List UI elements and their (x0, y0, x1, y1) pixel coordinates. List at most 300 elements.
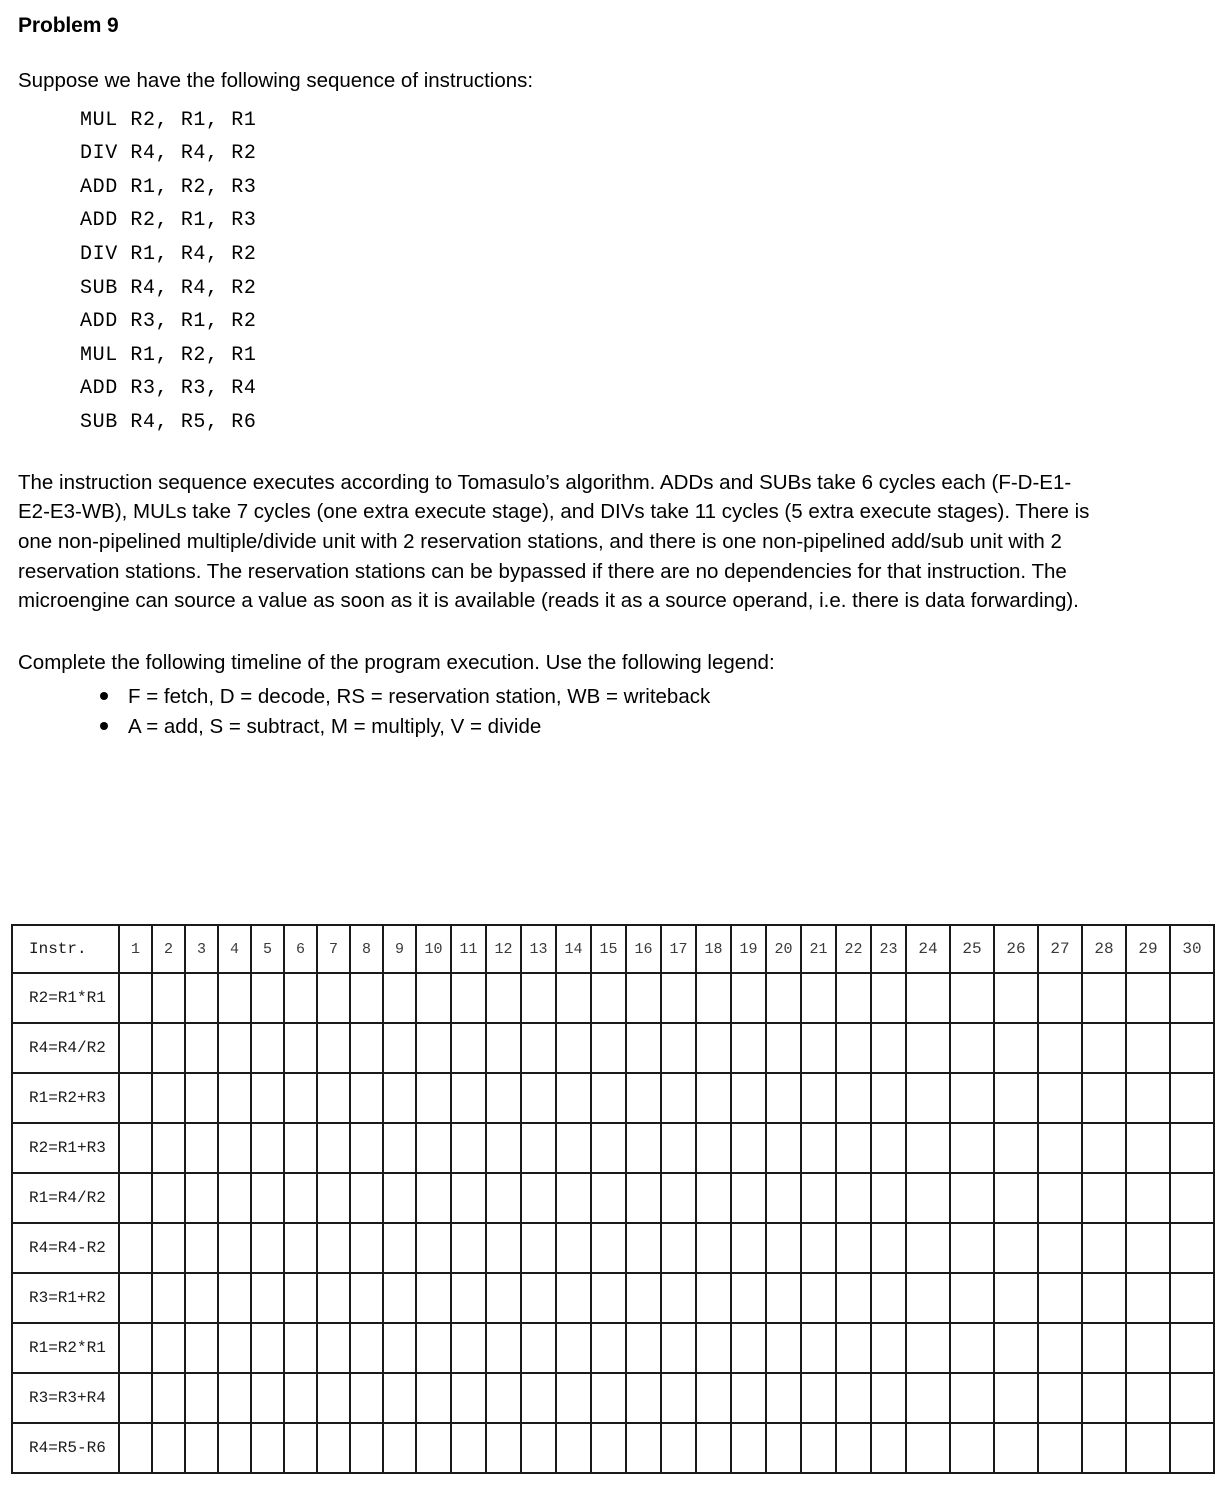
timeline-cell[interactable] (451, 1123, 486, 1173)
timeline-cell[interactable] (119, 973, 152, 1023)
timeline-cell[interactable] (950, 1123, 994, 1173)
timeline-cell[interactable] (152, 1123, 185, 1173)
timeline-cell[interactable] (994, 1423, 1038, 1473)
timeline-cell[interactable] (317, 1023, 350, 1073)
timeline-cell[interactable] (251, 1023, 284, 1073)
timeline-cell[interactable] (836, 1223, 871, 1273)
timeline-cell[interactable] (1170, 1373, 1214, 1423)
timeline-cell[interactable] (1126, 1173, 1170, 1223)
timeline-cell[interactable] (486, 1073, 521, 1123)
timeline-cell[interactable] (836, 1073, 871, 1123)
timeline-cell[interactable] (1126, 1073, 1170, 1123)
timeline-cell[interactable] (451, 1273, 486, 1323)
timeline-cell[interactable] (906, 1423, 950, 1473)
timeline-cell[interactable] (284, 1223, 317, 1273)
timeline-cell[interactable] (251, 1223, 284, 1273)
timeline-cell[interactable] (521, 1073, 556, 1123)
timeline-cell[interactable] (152, 1173, 185, 1223)
timeline-cell[interactable] (251, 1423, 284, 1473)
timeline-cell[interactable] (871, 1073, 906, 1123)
timeline-cell[interactable] (284, 1023, 317, 1073)
timeline-cell[interactable] (871, 1173, 906, 1223)
timeline-cell[interactable] (486, 1223, 521, 1273)
timeline-cell[interactable] (1170, 1173, 1214, 1223)
timeline-cell[interactable] (591, 1223, 626, 1273)
timeline-cell[interactable] (1126, 1423, 1170, 1473)
timeline-cell[interactable] (1082, 1273, 1126, 1323)
timeline-cell[interactable] (731, 1423, 766, 1473)
timeline-cell[interactable] (185, 973, 218, 1023)
timeline-cell[interactable] (731, 1223, 766, 1273)
timeline-cell[interactable] (486, 973, 521, 1023)
timeline-cell[interactable] (521, 1323, 556, 1373)
timeline-cell[interactable] (218, 1223, 251, 1273)
timeline-cell[interactable] (251, 973, 284, 1023)
timeline-cell[interactable] (218, 973, 251, 1023)
timeline-cell[interactable] (766, 1223, 801, 1273)
timeline-cell[interactable] (1126, 1323, 1170, 1373)
timeline-cell[interactable] (1038, 1273, 1082, 1323)
timeline-cell[interactable] (317, 1173, 350, 1223)
timeline-cell[interactable] (1038, 1123, 1082, 1173)
timeline-cell[interactable] (766, 1123, 801, 1173)
timeline-cell[interactable] (383, 1373, 416, 1423)
timeline-cell[interactable] (906, 973, 950, 1023)
timeline-cell[interactable] (626, 1323, 661, 1373)
timeline-cell[interactable] (801, 1223, 836, 1273)
timeline-cell[interactable] (218, 1373, 251, 1423)
timeline-cell[interactable] (950, 1373, 994, 1423)
timeline-cell[interactable] (731, 1123, 766, 1173)
timeline-cell[interactable] (696, 1223, 731, 1273)
timeline-cell[interactable] (731, 1373, 766, 1423)
timeline-cell[interactable] (1126, 1273, 1170, 1323)
timeline-cell[interactable] (383, 1223, 416, 1273)
timeline-cell[interactable] (416, 973, 451, 1023)
timeline-cell[interactable] (556, 1223, 591, 1273)
timeline-cell[interactable] (556, 1273, 591, 1323)
timeline-cell[interactable] (906, 1323, 950, 1373)
timeline-cell[interactable] (521, 1223, 556, 1273)
timeline-cell[interactable] (591, 1123, 626, 1173)
timeline-cell[interactable] (801, 1273, 836, 1323)
timeline-cell[interactable] (1038, 1173, 1082, 1223)
timeline-cell[interactable] (383, 1023, 416, 1073)
timeline-cell[interactable] (994, 973, 1038, 1023)
timeline-cell[interactable] (661, 1123, 696, 1173)
timeline-cell[interactable] (1082, 1323, 1126, 1373)
timeline-cell[interactable] (556, 1173, 591, 1223)
timeline-cell[interactable] (317, 1273, 350, 1323)
timeline-cell[interactable] (836, 1023, 871, 1073)
timeline-cell[interactable] (950, 1223, 994, 1273)
timeline-cell[interactable] (556, 973, 591, 1023)
timeline-cell[interactable] (836, 1173, 871, 1223)
timeline-cell[interactable] (284, 1123, 317, 1173)
timeline-cell[interactable] (317, 973, 350, 1023)
timeline-cell[interactable] (1082, 1173, 1126, 1223)
timeline-cell[interactable] (451, 1323, 486, 1373)
timeline-cell[interactable] (185, 1123, 218, 1173)
timeline-cell[interactable] (350, 1323, 383, 1373)
timeline-cell[interactable] (661, 1423, 696, 1473)
timeline-cell[interactable] (994, 1273, 1038, 1323)
timeline-cell[interactable] (994, 1323, 1038, 1373)
timeline-cell[interactable] (383, 1123, 416, 1173)
timeline-cell[interactable] (906, 1373, 950, 1423)
timeline-cell[interactable] (1038, 1023, 1082, 1073)
timeline-cell[interactable] (731, 1023, 766, 1073)
timeline-cell[interactable] (556, 1373, 591, 1423)
timeline-cell[interactable] (766, 1023, 801, 1073)
timeline-cell[interactable] (1082, 973, 1126, 1023)
timeline-cell[interactable] (766, 1273, 801, 1323)
timeline-cell[interactable] (766, 973, 801, 1023)
timeline-cell[interactable] (185, 1023, 218, 1073)
timeline-cell[interactable] (801, 1073, 836, 1123)
timeline-cell[interactable] (152, 973, 185, 1023)
timeline-cell[interactable] (152, 1423, 185, 1473)
timeline-cell[interactable] (1126, 1123, 1170, 1173)
timeline-cell[interactable] (1170, 973, 1214, 1023)
timeline-cell[interactable] (766, 1173, 801, 1223)
timeline-cell[interactable] (801, 1123, 836, 1173)
timeline-cell[interactable] (696, 1323, 731, 1373)
timeline-cell[interactable] (350, 973, 383, 1023)
timeline-cell[interactable] (284, 1073, 317, 1123)
timeline-cell[interactable] (119, 1173, 152, 1223)
timeline-cell[interactable] (185, 1373, 218, 1423)
timeline-cell[interactable] (1126, 1223, 1170, 1273)
timeline-cell[interactable] (218, 1023, 251, 1073)
timeline-cell[interactable] (731, 1073, 766, 1123)
timeline-cell[interactable] (218, 1123, 251, 1173)
timeline-cell[interactable] (521, 1273, 556, 1323)
timeline-cell[interactable] (1038, 1073, 1082, 1123)
timeline-cell[interactable] (626, 973, 661, 1023)
timeline-cell[interactable] (626, 1423, 661, 1473)
timeline-cell[interactable] (1038, 1223, 1082, 1273)
timeline-cell[interactable] (661, 1273, 696, 1323)
timeline-cell[interactable] (626, 1373, 661, 1423)
timeline-cell[interactable] (185, 1423, 218, 1473)
timeline-cell[interactable] (383, 973, 416, 1023)
timeline-cell[interactable] (350, 1173, 383, 1223)
timeline-cell[interactable] (661, 1323, 696, 1373)
timeline-cell[interactable] (251, 1123, 284, 1173)
timeline-cell[interactable] (906, 1173, 950, 1223)
timeline-cell[interactable] (119, 1023, 152, 1073)
timeline-cell[interactable] (994, 1223, 1038, 1273)
timeline-cell[interactable] (284, 1423, 317, 1473)
timeline-cell[interactable] (416, 1023, 451, 1073)
timeline-cell[interactable] (950, 1173, 994, 1223)
timeline-cell[interactable] (626, 1173, 661, 1223)
timeline-cell[interactable] (1038, 1323, 1082, 1373)
timeline-cell[interactable] (251, 1073, 284, 1123)
timeline-cell[interactable] (626, 1223, 661, 1273)
timeline-cell[interactable] (661, 1223, 696, 1273)
timeline-cell[interactable] (1038, 1423, 1082, 1473)
timeline-cell[interactable] (731, 1273, 766, 1323)
timeline-cell[interactable] (119, 1323, 152, 1373)
timeline-cell[interactable] (1126, 1023, 1170, 1073)
timeline-cell[interactable] (521, 1423, 556, 1473)
timeline-cell[interactable] (1082, 1073, 1126, 1123)
timeline-cell[interactable] (766, 1423, 801, 1473)
timeline-cell[interactable] (350, 1223, 383, 1273)
timeline-cell[interactable] (1038, 973, 1082, 1023)
timeline-cell[interactable] (906, 1123, 950, 1173)
timeline-cell[interactable] (591, 1173, 626, 1223)
timeline-cell[interactable] (1170, 1423, 1214, 1473)
timeline-cell[interactable] (661, 1023, 696, 1073)
timeline-cell[interactable] (591, 1023, 626, 1073)
timeline-cell[interactable] (626, 1023, 661, 1073)
timeline-cell[interactable] (696, 1423, 731, 1473)
timeline-cell[interactable] (836, 1423, 871, 1473)
timeline-cell[interactable] (521, 973, 556, 1023)
timeline-cell[interactable] (284, 1273, 317, 1323)
timeline-cell[interactable] (119, 1123, 152, 1173)
timeline-cell[interactable] (521, 1023, 556, 1073)
timeline-cell[interactable] (591, 1273, 626, 1323)
timeline-cell[interactable] (556, 1023, 591, 1073)
timeline-cell[interactable] (251, 1323, 284, 1373)
timeline-cell[interactable] (556, 1323, 591, 1373)
timeline-cell[interactable] (950, 1073, 994, 1123)
timeline-cell[interactable] (591, 1423, 626, 1473)
timeline-cell[interactable] (994, 1023, 1038, 1073)
timeline-cell[interactable] (416, 1223, 451, 1273)
timeline-cell[interactable] (152, 1273, 185, 1323)
timeline-cell[interactable] (801, 1023, 836, 1073)
timeline-cell[interactable] (119, 1373, 152, 1423)
timeline-cell[interactable] (451, 1423, 486, 1473)
timeline-cell[interactable] (766, 1323, 801, 1373)
timeline-cell[interactable] (801, 1373, 836, 1423)
timeline-cell[interactable] (1170, 1223, 1214, 1273)
timeline-cell[interactable] (696, 1273, 731, 1323)
timeline-cell[interactable] (251, 1373, 284, 1423)
timeline-cell[interactable] (801, 1323, 836, 1373)
timeline-cell[interactable] (451, 1023, 486, 1073)
timeline-cell[interactable] (350, 1073, 383, 1123)
timeline-cell[interactable] (486, 1273, 521, 1323)
timeline-cell[interactable] (994, 1073, 1038, 1123)
timeline-cell[interactable] (556, 1423, 591, 1473)
timeline-cell[interactable] (950, 1023, 994, 1073)
timeline-cell[interactable] (383, 1173, 416, 1223)
timeline-cell[interactable] (1082, 1023, 1126, 1073)
timeline-cell[interactable] (1126, 1373, 1170, 1423)
timeline-cell[interactable] (218, 1173, 251, 1223)
timeline-cell[interactable] (766, 1373, 801, 1423)
timeline-cell[interactable] (317, 1423, 350, 1473)
timeline-cell[interactable] (317, 1323, 350, 1373)
timeline-cell[interactable] (1082, 1123, 1126, 1173)
timeline-cell[interactable] (731, 973, 766, 1023)
timeline-cell[interactable] (317, 1073, 350, 1123)
timeline-cell[interactable] (906, 1273, 950, 1323)
timeline-cell[interactable] (801, 1423, 836, 1473)
timeline-cell[interactable] (696, 1373, 731, 1423)
timeline-cell[interactable] (284, 1373, 317, 1423)
timeline-cell[interactable] (626, 1273, 661, 1323)
timeline-cell[interactable] (284, 1173, 317, 1223)
timeline-cell[interactable] (591, 973, 626, 1023)
timeline-cell[interactable] (152, 1323, 185, 1373)
timeline-cell[interactable] (906, 1073, 950, 1123)
timeline-cell[interactable] (661, 1173, 696, 1223)
timeline-cell[interactable] (486, 1323, 521, 1373)
timeline-cell[interactable] (383, 1273, 416, 1323)
timeline-cell[interactable] (1126, 973, 1170, 1023)
timeline-cell[interactable] (661, 1373, 696, 1423)
timeline-cell[interactable] (906, 1023, 950, 1073)
timeline-cell[interactable] (152, 1373, 185, 1423)
timeline-cell[interactable] (350, 1023, 383, 1073)
timeline-cell[interactable] (556, 1123, 591, 1173)
timeline-cell[interactable] (383, 1323, 416, 1373)
timeline-cell[interactable] (486, 1423, 521, 1473)
timeline-cell[interactable] (1082, 1223, 1126, 1273)
timeline-cell[interactable] (152, 1023, 185, 1073)
timeline-cell[interactable] (950, 1423, 994, 1473)
timeline-cell[interactable] (119, 1223, 152, 1273)
timeline-cell[interactable] (218, 1073, 251, 1123)
timeline-cell[interactable] (836, 1323, 871, 1373)
timeline-cell[interactable] (994, 1173, 1038, 1223)
timeline-cell[interactable] (950, 973, 994, 1023)
timeline-cell[interactable] (871, 1323, 906, 1373)
timeline-cell[interactable] (801, 1173, 836, 1223)
timeline-cell[interactable] (950, 1273, 994, 1323)
timeline-cell[interactable] (1082, 1423, 1126, 1473)
timeline-cell[interactable] (521, 1173, 556, 1223)
timeline-cell[interactable] (696, 1173, 731, 1223)
timeline-cell[interactable] (416, 1423, 451, 1473)
timeline-cell[interactable] (451, 1073, 486, 1123)
timeline-cell[interactable] (994, 1123, 1038, 1173)
timeline-cell[interactable] (451, 1173, 486, 1223)
timeline-cell[interactable] (1170, 1323, 1214, 1373)
timeline-cell[interactable] (486, 1173, 521, 1223)
timeline-cell[interactable] (1170, 1073, 1214, 1123)
timeline-cell[interactable] (871, 1273, 906, 1323)
timeline-cell[interactable] (350, 1373, 383, 1423)
timeline-cell[interactable] (521, 1123, 556, 1173)
timeline-cell[interactable] (486, 1023, 521, 1073)
timeline-cell[interactable] (731, 1173, 766, 1223)
timeline-cell[interactable] (416, 1173, 451, 1223)
timeline-cell[interactable] (317, 1123, 350, 1173)
timeline-cell[interactable] (350, 1273, 383, 1323)
timeline-cell[interactable] (836, 1373, 871, 1423)
timeline-cell[interactable] (836, 1273, 871, 1323)
timeline-cell[interactable] (871, 1023, 906, 1073)
timeline-cell[interactable] (871, 1423, 906, 1473)
timeline-cell[interactable] (591, 1323, 626, 1373)
timeline-cell[interactable] (626, 1073, 661, 1123)
timeline-cell[interactable] (871, 1373, 906, 1423)
timeline-cell[interactable] (350, 1423, 383, 1473)
timeline-cell[interactable] (801, 973, 836, 1023)
timeline-cell[interactable] (486, 1123, 521, 1173)
timeline-cell[interactable] (416, 1073, 451, 1123)
timeline-cell[interactable] (317, 1223, 350, 1273)
timeline-cell[interactable] (185, 1223, 218, 1273)
timeline-cell[interactable] (185, 1323, 218, 1373)
timeline-cell[interactable] (416, 1123, 451, 1173)
timeline-cell[interactable] (871, 1123, 906, 1173)
timeline-cell[interactable] (416, 1373, 451, 1423)
timeline-cell[interactable] (383, 1073, 416, 1123)
timeline-cell[interactable] (1170, 1023, 1214, 1073)
timeline-cell[interactable] (591, 1073, 626, 1123)
timeline-cell[interactable] (119, 1423, 152, 1473)
timeline-cell[interactable] (626, 1123, 661, 1173)
timeline-cell[interactable] (383, 1423, 416, 1473)
timeline-cell[interactable] (218, 1273, 251, 1323)
timeline-cell[interactable] (185, 1173, 218, 1223)
timeline-cell[interactable] (696, 1023, 731, 1073)
timeline-cell[interactable] (119, 1073, 152, 1123)
timeline-cell[interactable] (152, 1073, 185, 1123)
timeline-cell[interactable] (218, 1423, 251, 1473)
timeline-cell[interactable] (119, 1273, 152, 1323)
timeline-cell[interactable] (451, 1373, 486, 1423)
timeline-cell[interactable] (766, 1073, 801, 1123)
timeline-cell[interactable] (871, 973, 906, 1023)
timeline-cell[interactable] (350, 1123, 383, 1173)
timeline-cell[interactable] (218, 1323, 251, 1373)
timeline-cell[interactable] (1170, 1273, 1214, 1323)
timeline-cell[interactable] (416, 1323, 451, 1373)
timeline-cell[interactable] (185, 1273, 218, 1323)
timeline-cell[interactable] (1170, 1123, 1214, 1173)
timeline-cell[interactable] (661, 1073, 696, 1123)
timeline-cell[interactable] (836, 1123, 871, 1173)
timeline-cell[interactable] (486, 1373, 521, 1423)
timeline-cell[interactable] (251, 1173, 284, 1223)
timeline-cell[interactable] (185, 1073, 218, 1123)
timeline-cell[interactable] (284, 973, 317, 1023)
timeline-cell[interactable] (696, 973, 731, 1023)
timeline-cell[interactable] (317, 1373, 350, 1423)
timeline-cell[interactable] (251, 1273, 284, 1323)
timeline-cell[interactable] (950, 1323, 994, 1373)
timeline-cell[interactable] (871, 1223, 906, 1273)
timeline-cell[interactable] (836, 973, 871, 1023)
timeline-cell[interactable] (696, 1123, 731, 1173)
timeline-cell[interactable] (152, 1223, 185, 1273)
timeline-cell[interactable] (416, 1273, 451, 1323)
timeline-cell[interactable] (1038, 1373, 1082, 1423)
timeline-cell[interactable] (451, 973, 486, 1023)
timeline-cell[interactable] (906, 1223, 950, 1273)
timeline-cell[interactable] (661, 973, 696, 1023)
timeline-cell[interactable] (521, 1373, 556, 1423)
timeline-cell[interactable] (994, 1373, 1038, 1423)
timeline-cell[interactable] (1082, 1373, 1126, 1423)
timeline-cell[interactable] (284, 1323, 317, 1373)
timeline-cell[interactable] (556, 1073, 591, 1123)
timeline-cell[interactable] (731, 1323, 766, 1373)
timeline-cell[interactable] (696, 1073, 731, 1123)
timeline-cell[interactable] (591, 1373, 626, 1423)
timeline-cell[interactable] (451, 1223, 486, 1273)
